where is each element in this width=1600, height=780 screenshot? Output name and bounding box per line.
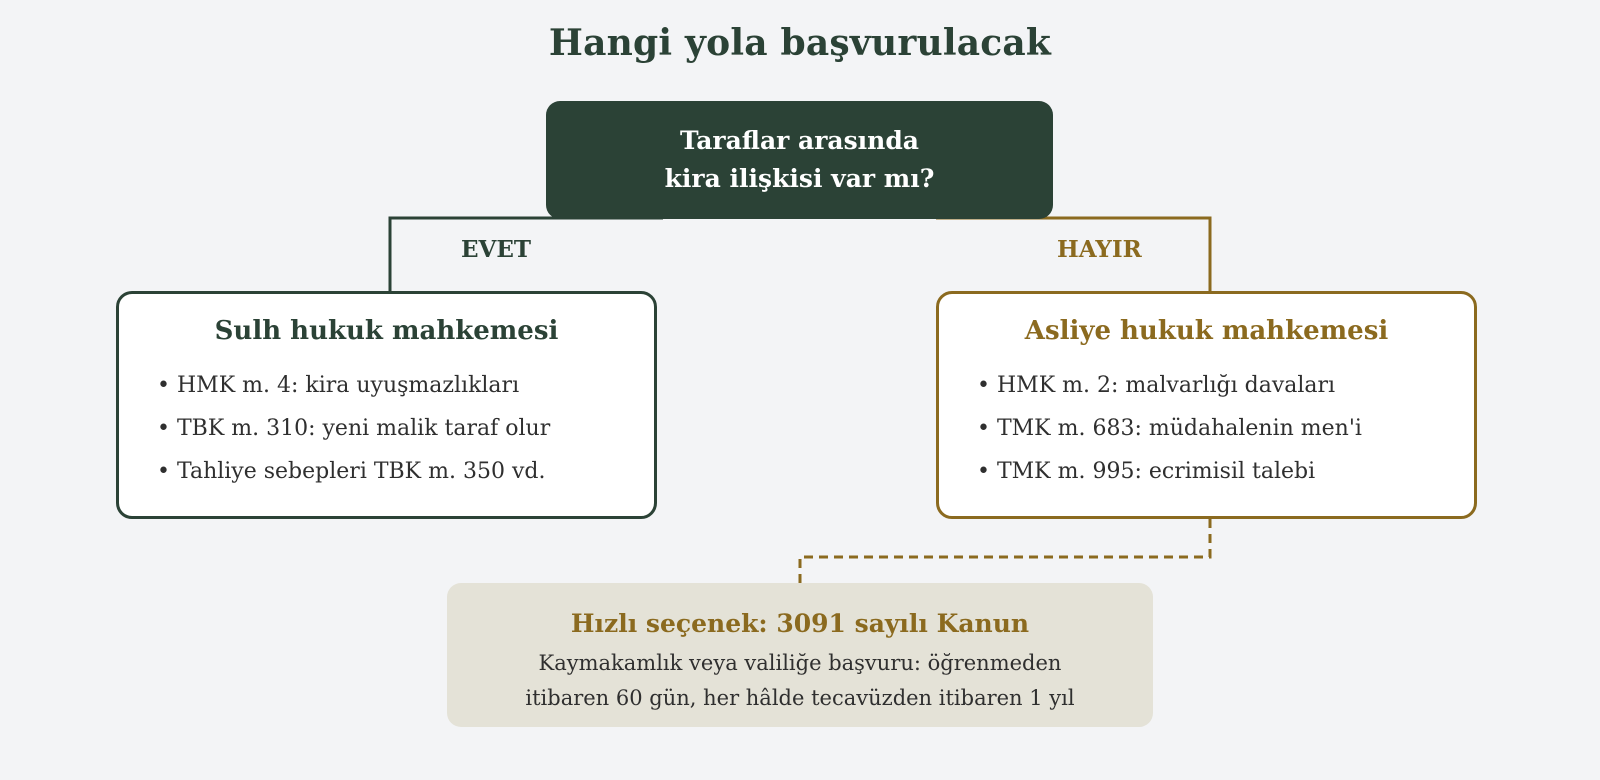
list-item: • HMK m. 4: kira uyuşmazlıkları bbox=[157, 364, 654, 407]
list-item: • TBK m. 310: yeni malik taraf olur bbox=[157, 407, 654, 450]
question-line-1: Taraflar arasında bbox=[679, 126, 920, 155]
sulh-hukuk-list bbox=[157, 364, 654, 493]
fast-option-connector bbox=[800, 519, 1210, 583]
diagram-title: Hangi yola başvurulacak bbox=[548, 22, 1052, 64]
yes-branch-label: EVET bbox=[461, 236, 532, 263]
list-item: • HMK m. 2: malvarlığı davaları bbox=[977, 364, 1474, 407]
list-item: • TMK m. 683: müdahalenin men'i bbox=[977, 407, 1474, 450]
fast-option-line-2: itibaren 60 gün, her hâlde tecavüzden itibaren 1 yıl bbox=[525, 686, 1075, 710]
list-item: • Tahliye sebepleri TBK m. 350 vd. bbox=[157, 450, 654, 493]
list-item: • TMK m. 995: ecrimisil talebi bbox=[977, 450, 1474, 493]
sulh-hukuk-title: Sulh hukuk mahkemesi bbox=[214, 316, 559, 346]
question-box bbox=[546, 101, 1053, 219]
asliye-hukuk-list bbox=[977, 364, 1474, 493]
fast-option-description bbox=[447, 646, 1153, 716]
question-line-2: kira ilişkisi var mı? bbox=[664, 164, 935, 193]
asliye-hukuk-title: Asliye hukuk mahkemesi bbox=[1024, 316, 1389, 346]
fast-option-box bbox=[447, 583, 1153, 727]
fast-option-line-1: Kaymakamlık veya valiliğe başvuru: öğrenmeden bbox=[538, 651, 1062, 675]
sulh-hukuk-card bbox=[116, 291, 657, 519]
asliye-hukuk-card bbox=[936, 291, 1477, 519]
no-branch-label: HAYIR bbox=[1057, 236, 1142, 263]
fast-option-title: Hızlı seçenek: 3091 sayılı Kanun bbox=[570, 609, 1030, 638]
